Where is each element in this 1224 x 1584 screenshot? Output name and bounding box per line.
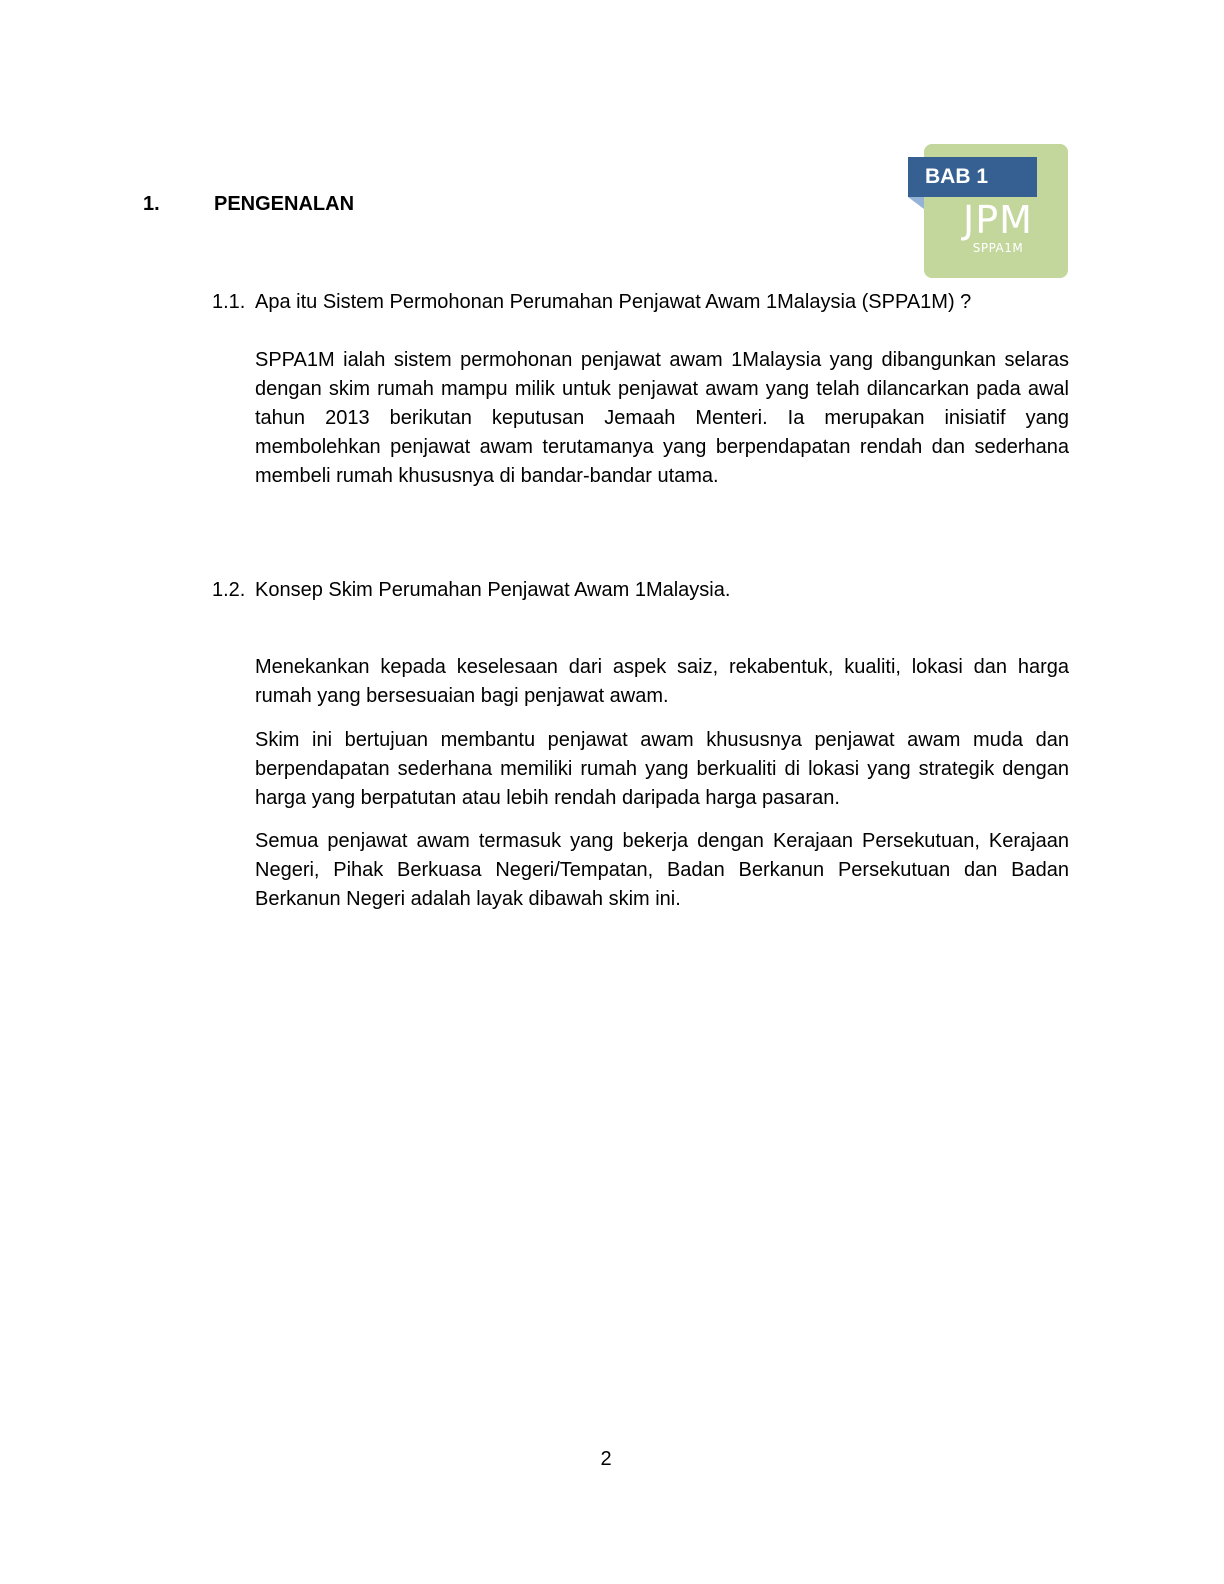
paragraph: Menekankan kepada keselesaan dari aspek saiz, rekabentuk, kualiti, lokasi dan harga rumah yang bersesuaian bagi penjawat awam. <box>255 656 1069 707</box>
chapter-label: BAB 1 <box>908 157 1037 197</box>
page-number: 2 <box>600 1448 612 1470</box>
section-title: Apa itu Sistem Permohonan Perumahan Penjawat Awam 1Malaysia (SPPA1M) ? <box>255 291 972 313</box>
section-number: 1.1. <box>212 291 246 313</box>
heading-number: 1. <box>143 193 160 215</box>
page-title: PENGENALAN <box>214 193 355 215</box>
badge-fold <box>908 197 924 209</box>
paragraph: Semua penjawat awam termasuk yang bekerja dengan Kerajaan Persekutuan, Kerajaan Negeri, Pihak Berkuasa Negeri/Tempatan, Badan Berkanun Persekutuan dan Badan Berkanun Negeri adalah layak dibawah skim ini. <box>255 830 1069 910</box>
section-title: Konsep Skim Perumahan Penjawat Awam 1Malaysia. <box>255 579 731 601</box>
section-number: 1.2. <box>212 579 246 601</box>
paragraph: SPPA1M ialah sistem permohonan penjawat awam 1Malaysia yang dibangunkan selaras dengan skim rumah mampu milik untuk penjawat awam yang telah dilancarkan pada awal tahun 2013 berikutan keputusan Jemaah Menteri. Ia merupakan inisiatif yang membolehkan penjawat awam terutamanya yang berpendapatan rendah dan sederhana membeli rumah khususnya di bandar-bandar utama. <box>255 349 1069 487</box>
chapter-badge <box>908 144 1070 280</box>
paragraph: Skim ini bertujuan membantu penjawat awam khususnya penjawat awam muda dan berpendapatan sederhana memiliki rumah yang berkualiti di lokasi yang strategik dengan harga yang berpatutan atau lebih rendah daripada harga pasaran. <box>255 729 1069 809</box>
logo-text: JPM <box>963 198 1033 242</box>
logo-subtext: SPPA1M <box>972 241 1024 255</box>
